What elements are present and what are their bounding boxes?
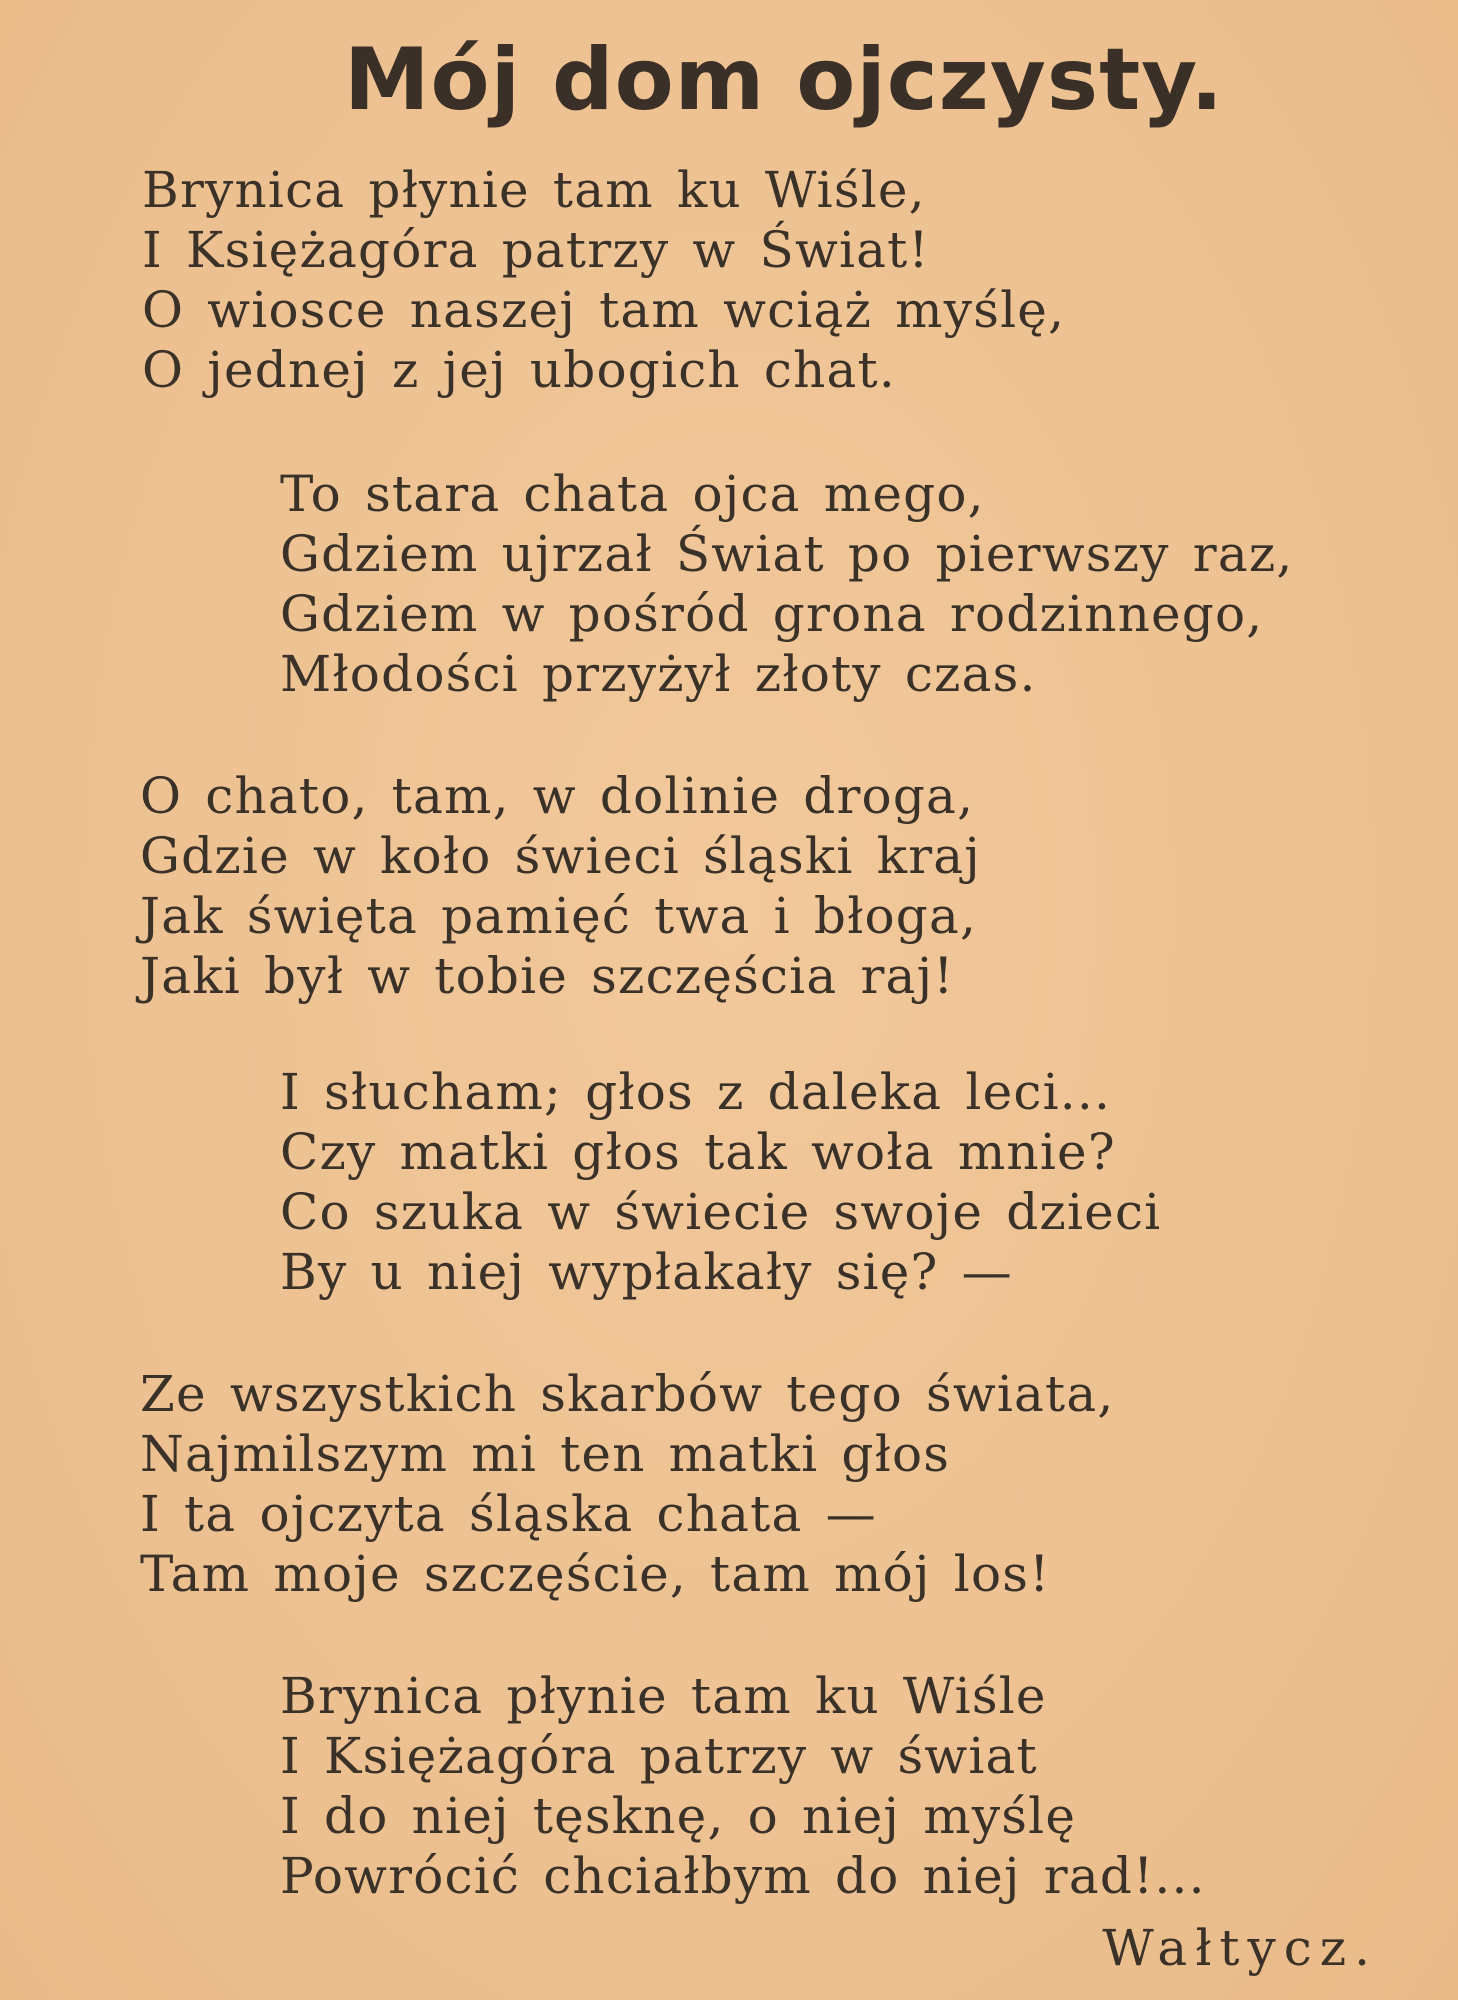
poem-line: Młodości przyżył złoty czas. <box>280 645 1037 703</box>
stanza-6 <box>280 1666 1206 1906</box>
poem-line: Czy matki głos tak woła mnie? <box>280 1123 1116 1181</box>
poem-line: I Księżagóra patrzy w świat <box>280 1727 1038 1785</box>
author-signature: Wałtycz. <box>1102 1919 1378 1977</box>
poem-line: Jak święta pamięć twa i błoga, <box>140 887 978 945</box>
poem-line: Jaki był w tobie szczęścia raj! <box>140 947 955 1005</box>
poem-line: To stara chata ojca mego, <box>280 465 985 523</box>
stanza-1 <box>142 160 1065 400</box>
poem-line: O wiosce naszej tam wciąż myślę, <box>142 281 1066 339</box>
poem-line: Najmilszym mi ten matki głos <box>140 1425 951 1483</box>
poem-line: I do niej tęsknę, o niej myślę <box>280 1787 1077 1845</box>
poem-line: Tam moje szczęście, tam mój los! <box>140 1545 1051 1603</box>
poem-line: O chato, tam, w dolinie droga, <box>140 767 975 825</box>
stanza-2 <box>280 464 1293 704</box>
poem-line: Gdziem ujrzał Świat po pierwszy raz, <box>280 525 1294 583</box>
poem-line: I ta ojczyta śląska chata — <box>140 1485 877 1543</box>
poem-line: Ze wszystkich skarbów tego świata, <box>140 1365 1115 1423</box>
stanza-3 <box>140 766 981 1006</box>
poem-title: Mój dom ojczysty. <box>343 30 1225 130</box>
poem-line: Brynica płynie tam ku Wiśle <box>280 1667 1047 1725</box>
stanza-5 <box>140 1364 1114 1604</box>
poem-line: Co szuka w świecie swoje dzieci <box>280 1183 1162 1241</box>
poem-line: Gdziem w pośród grona rodzinnego, <box>280 585 1264 643</box>
stanza-4 <box>280 1062 1161 1302</box>
poem-line: Brynica płynie tam ku Wiśle, <box>142 161 926 219</box>
poem-line: By u niej wypłakały się? — <box>280 1243 1013 1301</box>
poem-line: Powrócić chciałbym do niej rad!... <box>280 1847 1206 1905</box>
poem-line: O jednej z jej ubogich chat. <box>142 341 896 399</box>
poem-line: Gdzie w koło świeci śląski kraj <box>140 827 982 885</box>
poem-line: I Księżagóra patrzy w Świat! <box>142 221 930 279</box>
poem-line: I słucham; głos z daleka leci... <box>280 1063 1112 1121</box>
